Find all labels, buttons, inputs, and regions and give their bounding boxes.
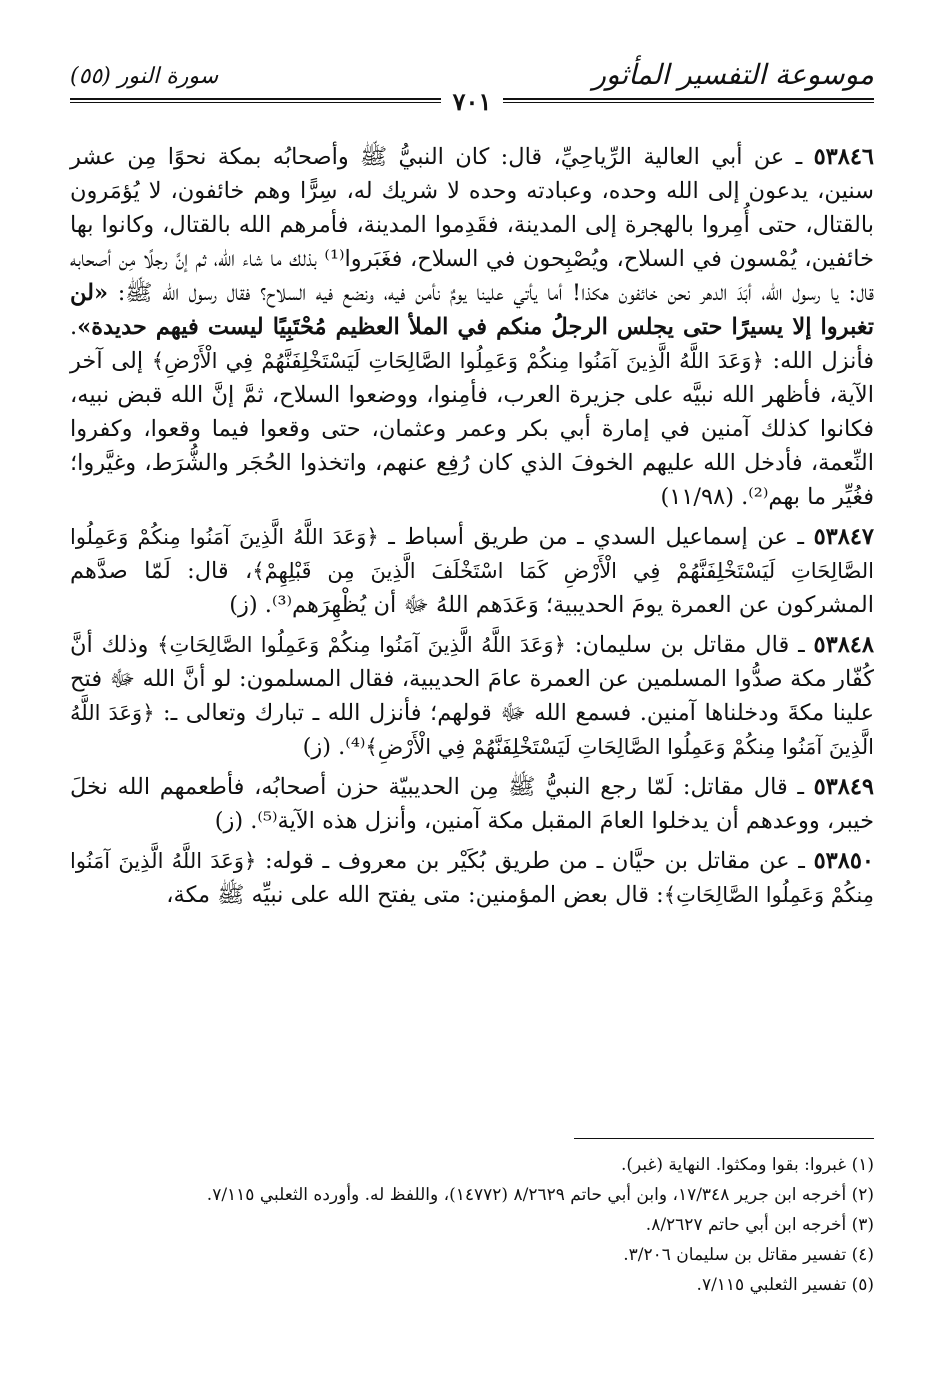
entry-text: . فأنزل الله: [70, 314, 874, 374]
footnote-2: (٢) أخرجه ابن جرير ١٧/٣٤٨، وابن أبي حاتم ٨/٢٦٢٩ (١٤٧٧٢)، واللفظ له. وأورده الثعلبي ٧/١١٥. [206, 1185, 874, 1205]
entry-text: إلى آخر الآية، فأظهر الله نبيَّه على جزيرة العرب، فأمِنوا، ووضعوا السلاح، ثمَّ إنَّ الله قبض نبيه، فكانوا كذلك آمنين في إمارة أبي بكر وعمر وعثمان، حتى وقعوا فيما وقعوا، وكفروا النِّعمة، فأدخل الله عليهم الخوفَ الذي كان رُفِع عنهم، واتخذوا الحُجَر والشُّرَط، وغيَّروا؛ فغُيِّر ما بهم⁽²⁾. (١١/٩٨) [70, 348, 874, 510]
hadith-quote: «لن تغبروا إلا يسيرًا حتى يجلس الرجلُ منكم في الملأ العظيم مُحْتَبِيًا ليست فيهم حديدة» [70, 280, 874, 340]
entry-number: ٥٣٨٤٨ [813, 632, 874, 658]
entry-text: ـ عن إسماعيل السدي ـ من طريق أسباط ـ [378, 524, 814, 550]
entry-53847 [70, 520, 874, 622]
quran-verse: ﴿وَعَدَ اللَّهُ الَّذِينَ آمَنُوا مِنكُمْ وَعَمِلُوا الصَّالِحَاتِ﴾ [157, 633, 566, 657]
entry-text: ـ عن مقاتل بن حيَّان ـ من طريق بُكَيْر بن معروف ـ قوله: [256, 848, 814, 874]
entry-number: ٥٣٨٥٠ [813, 848, 874, 874]
entry-text: : قال بعض المؤمنين: متى يفتح الله على نبيِّه ﷺ مكة، [166, 882, 664, 908]
entry-text: ، قال: لَمّا صدَّهم المشركون عن العمرة يومَ الحديبية؛ وَعَدَهم اللهُ ﷻ أن يُظْهِرَهم⁽³⁾. (ز) [70, 558, 874, 618]
footnote-1: (١) غبروا: بقوا ومكثوا. النهاية (غبر). [620, 1155, 874, 1175]
footnote-5: (٥) تفسير الثعلبي ٧/١١٥. [696, 1275, 874, 1295]
main-text [70, 140, 874, 918]
quran-verse: ﴿وَعَدَ اللَّهُ الَّذِينَ آمَنُوا مِنكُمْ وَعَمِلُوا الصَّالِحَاتِ لَيَسْتَخْلِفَنَّهُمْ فِي الْأَرْضِ﴾ [151, 349, 764, 373]
entry-text: ـ عن أبي العالية الرِّياحِيِّ، قال: كان النبيُّ ﷺ وأصحابُه بمكة نحوًا مِن عشر سنين، يدعون إلى الله وحده، وعبادته وحده لا شريك له، سِرًّا وهم خائفون، لا يُؤمَرون بالقتال، حتى أُمِروا بالهجرة إلى المدينة، فقَدِموا المدينة، فأمرهم الله بالقتال، وكانوا بها خائفين، يُمْسون في السلاح، ويُصْبِحون في السلاح، فغَبَروا⁽¹⁾ بذلك ما شاء الله، ثم إنَّ رجلًا مِن أصحابه قال: يا رسول الله، أبَدَ الدهر نحن خائفون هكذا! أما يأتي علينا يومٌ نأمن فيه، ونضع فيه السلاح؟ فقال رسول الله ﷺ: [70, 144, 875, 306]
entry-text: ـ قال مقاتل: لَمّا رجع النبيُّ ﷺ مِن الحديبيّة حزن أصحابُه، فأطعمهم الله نخلَ خيبر، ووعدهم أن يدخلوا العامَ المقبل مكة آمنين، وأنزل هذه الآية⁽⁵⁾. (ز) [70, 774, 874, 834]
footnote-rule [574, 1138, 874, 1139]
entry-53848 [70, 628, 874, 764]
page-number-row [0, 88, 944, 116]
footnote-3: (٣) أخرجه ابن أبي حاتم ٨/٢٦٢٧. [645, 1215, 874, 1235]
entry-53846 [70, 140, 874, 514]
entry-number: ٥٣٨٤٩ [813, 774, 874, 800]
footnote-4: (٤) تفسير مقاتل بن سليمان ٣/٢٠٦. [623, 1245, 874, 1265]
entry-number: ٥٣٨٤٧ [813, 524, 874, 550]
page-number: ٧٠١ [441, 87, 504, 116]
entry-53850 [70, 844, 874, 912]
entry-number: ٥٣٨٤٦ [813, 144, 874, 170]
entry-53849 [70, 770, 874, 838]
surah-title: سورة النور (٥٥) [70, 64, 219, 89]
entry-text: وذلك أنَّ كُفّار مكة صدُّوا المسلمين عن العمرة عامَ الحديبية، فقال المسلمون: لو أنَّ الله ﷻ فتح علينا مكةَ ودخلناها آمنين. فسمع الله ﷻ قولهم؛ فأنزل الله ـ تبارك وتعالى ـ: [70, 632, 875, 726]
footnotes [70, 1150, 874, 1300]
quran-verse: ﴿وَعَدَ اللَّهُ الَّذِينَ آمَنُوا مِنكُمْ وَعَمِلُوا الصَّالِحَاتِ لَيَسْتَخْلِفَنَّهُمْ فِي الْأَرْضِ كَمَا اسْتَخْلَفَ الَّذِينَ مِن قَبْلِهِمْ﴾ [70, 525, 875, 583]
book-title: موسوعة التفسير المأثور [592, 58, 874, 91]
quran-verse: ﴿وَعَدَ اللَّهُ الَّذِينَ آمَنُوا مِنكُمْ وَعَمِلُوا الصَّالِحَاتِ﴾ [70, 849, 874, 907]
entry-text: ـ قال مقاتل بن سليمان: [565, 632, 814, 658]
entry-text: ⁽⁴⁾. (ز) [302, 734, 366, 760]
quran-verse: ﴿وَعَدَ اللَّهُ الَّذِينَ آمَنُوا مِنكُمْ وَعَمِلُوا الصَّالِحَاتِ لَيَسْتَخْلِفَنَّهُمْ فِي الْأَرْضِ﴾ [70, 701, 874, 759]
